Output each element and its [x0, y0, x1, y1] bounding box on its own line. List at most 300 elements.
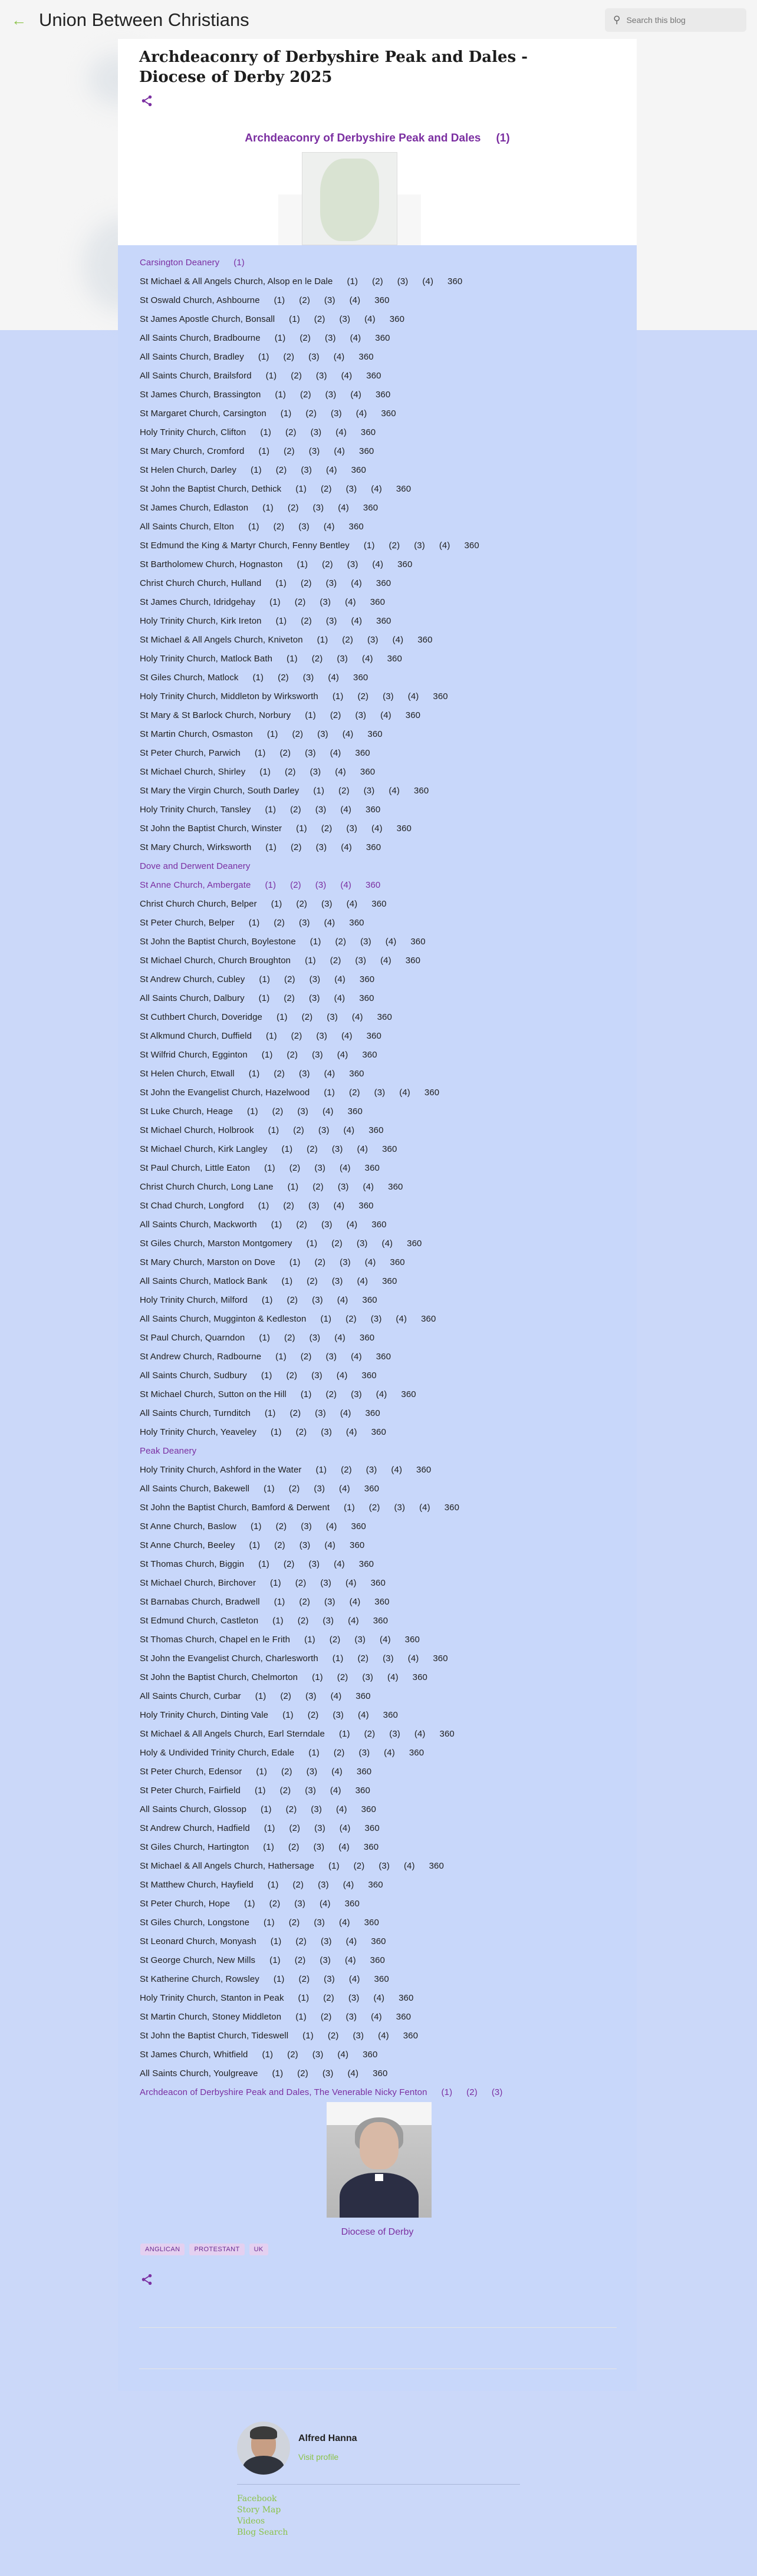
photo-link[interactable]: (3): [340, 1257, 351, 1267]
view-360-link[interactable]: 360: [388, 1182, 403, 1192]
photo-link[interactable]: (1): [265, 805, 277, 815]
photo-link[interactable]: (2): [279, 1786, 291, 1796]
photo-link[interactable]: (2): [301, 1012, 313, 1022]
photo-link[interactable]: (3): [297, 1106, 308, 1116]
share-icon[interactable]: [140, 2273, 153, 2286]
photo-link[interactable]: (3): [345, 2012, 357, 2022]
photo-link[interactable]: (1): [270, 1578, 281, 1588]
photo-link[interactable]: (1): [300, 1389, 312, 1399]
profile-name[interactable]: Alfred Hanna: [298, 2433, 357, 2443]
photo-link[interactable]: (3): [325, 390, 337, 400]
photo-link[interactable]: (2): [307, 1710, 319, 1720]
photo-link[interactable]: (3): [320, 597, 331, 607]
footer-link[interactable]: Blog Search: [237, 2528, 288, 2537]
photo-link[interactable]: (3): [321, 1427, 332, 1437]
photo-link[interactable]: (3): [299, 918, 310, 928]
photo-link[interactable]: (2): [341, 1465, 352, 1475]
photo-link[interactable]: (3): [302, 673, 314, 683]
photo-link[interactable]: (3): [354, 1635, 366, 1645]
photo-link[interactable]: (1): [302, 2031, 314, 2041]
photo-link[interactable]: (4): [399, 1088, 410, 1098]
photo-link[interactable]: (3): [397, 276, 409, 286]
photo-link[interactable]: (4): [339, 1823, 351, 1833]
photo-link[interactable]: (4): [387, 1672, 399, 1682]
photo-link[interactable]: (2): [274, 1540, 285, 1550]
photo-link[interactable]: (4): [396, 1314, 407, 1324]
photo-link[interactable]: (3): [383, 691, 394, 701]
view-360-link[interactable]: 360: [356, 1691, 371, 1701]
photo-link[interactable]: (2): [291, 371, 302, 381]
photo-link[interactable]: (2): [287, 2050, 298, 2060]
photo-link[interactable]: (2): [325, 1389, 337, 1399]
photo-link[interactable]: (3): [316, 1031, 327, 1041]
photo-link[interactable]: (1): [264, 1408, 276, 1418]
view-360-link[interactable]: 360: [351, 465, 366, 475]
photo-link[interactable]: (4): [347, 2068, 359, 2078]
photo-link[interactable]: (2): [301, 616, 312, 626]
photo-link[interactable]: (1): [255, 1786, 266, 1796]
photo-link[interactable]: (3): [325, 616, 337, 626]
view-360-link[interactable]: 360: [344, 1899, 360, 1909]
photo-link[interactable]: (3): [389, 1729, 400, 1739]
photo-link[interactable]: (1): [287, 654, 298, 664]
photo-link[interactable]: (3): [348, 1993, 360, 2003]
view-360-link[interactable]: 360: [368, 1880, 383, 1890]
photo-link[interactable]: (2): [335, 937, 347, 947]
photo-link[interactable]: (3): [314, 1484, 325, 1494]
view-360-link[interactable]: 360: [403, 2031, 419, 2041]
photo-link[interactable]: (4): [330, 1786, 341, 1796]
photo-link[interactable]: (1): [261, 1295, 273, 1305]
visit-profile-link[interactable]: Visit profile: [298, 2452, 339, 2462]
photo-link[interactable]: (1): [265, 842, 277, 852]
photo-link[interactable]: (1): [272, 2068, 284, 2078]
photo-link[interactable]: (4): [385, 937, 397, 947]
photo-link[interactable]: (1): [268, 1125, 279, 1135]
photo-link[interactable]: (3): [308, 1559, 320, 1569]
view-360-link[interactable]: 360: [410, 937, 426, 947]
photo-link[interactable]: (4): [364, 314, 376, 324]
photo-link[interactable]: (3): [324, 333, 336, 343]
photo-link[interactable]: (2): [331, 1238, 343, 1249]
photo-link[interactable]: (2): [297, 2068, 308, 2078]
photo-link[interactable]: (2): [283, 352, 295, 362]
view-360-link[interactable]: 360: [349, 1069, 364, 1079]
photo-link[interactable]: (4): [325, 1521, 337, 1531]
photo-link[interactable]: (2): [273, 522, 285, 532]
photo-link[interactable]: (1): [306, 1238, 318, 1249]
photo-link[interactable]: (2): [329, 1635, 341, 1645]
photo-link[interactable]: (3): [318, 1125, 330, 1135]
photo-link[interactable]: (3): [322, 1616, 334, 1626]
photo-link[interactable]: (4): [419, 1503, 430, 1513]
photo-link[interactable]: (2): [284, 767, 296, 777]
photo-link[interactable]: (1): [254, 748, 266, 758]
photo-link[interactable]: (4): [334, 1559, 345, 1569]
photo-link[interactable]: (2): [298, 1974, 310, 1984]
view-360-link[interactable]: 360: [397, 559, 413, 569]
photo-link[interactable]: (4): [333, 1201, 345, 1211]
view-360-link[interactable]: 360: [358, 1559, 374, 1569]
view-360-link[interactable]: 360: [439, 1729, 455, 1739]
footer-link[interactable]: Story Map: [237, 2505, 281, 2515]
archdeacon-photo[interactable]: [327, 2102, 432, 2218]
photo-link[interactable]: (1): [275, 578, 287, 588]
search-box[interactable]: [605, 8, 746, 32]
photo-link[interactable]: (2): [284, 974, 295, 984]
photo-link[interactable]: (3): [320, 1955, 331, 1965]
photo-link[interactable]: (1): [258, 1201, 269, 1211]
view-360-link[interactable]: 360: [407, 1238, 422, 1249]
photo-link[interactable]: (2): [290, 880, 301, 890]
photo-link[interactable]: (3): [347, 559, 358, 569]
photo-link[interactable]: (1): [332, 1653, 344, 1663]
archdeaconry-heading-link[interactable]: (1): [496, 132, 510, 144]
view-360-link[interactable]: 360: [363, 503, 378, 513]
photo-link[interactable]: (2): [327, 2031, 339, 2041]
photo-link[interactable]: (2): [300, 1352, 312, 1362]
photo-link[interactable]: (4): [338, 503, 349, 513]
photo-link[interactable]: (3): [299, 1540, 311, 1550]
photo-link[interactable]: (4): [403, 1861, 415, 1871]
photo-link[interactable]: (1): [310, 937, 321, 947]
photo-link[interactable]: (4): [346, 899, 358, 909]
blog-title[interactable]: Union Between Christians: [39, 9, 249, 30]
photo-link[interactable]: (3): [313, 1842, 325, 1852]
photo-link[interactable]: (2): [290, 805, 301, 815]
view-360-link[interactable]: 360: [355, 748, 370, 758]
photo-link[interactable]: (2): [300, 390, 311, 400]
photo-link[interactable]: (1): [312, 1672, 323, 1682]
photo-link[interactable]: (1): [320, 1314, 332, 1324]
photo-link[interactable]: (4): [439, 541, 450, 551]
photo-link[interactable]: (1): [259, 767, 271, 777]
photo-link[interactable]: (2): [312, 1182, 324, 1192]
photo-link[interactable]: (1): [259, 974, 270, 984]
view-360-link[interactable]: 360: [358, 1201, 374, 1211]
profile-avatar[interactable]: [237, 2422, 290, 2475]
photo-link[interactable]: (4): [381, 1238, 393, 1249]
photo-link[interactable]: (1): [271, 1220, 282, 1230]
photo-link[interactable]: (3): [315, 805, 327, 815]
photo-link[interactable]: (4): [337, 2050, 349, 2060]
photo-link[interactable]: (1): [305, 710, 316, 720]
photo-link[interactable]: (1): [287, 1182, 299, 1192]
photo-link[interactable]: (1): [274, 1597, 285, 1607]
photo-link[interactable]: (2): [299, 295, 310, 305]
photo-link[interactable]: (3): [345, 484, 357, 494]
photo-link[interactable]: (4): [356, 409, 367, 419]
view-360-link[interactable]: 360: [374, 1597, 390, 1607]
photo-link[interactable]: (1): [277, 1012, 288, 1022]
photo-link[interactable]: (4): [346, 1220, 358, 1230]
photo-link[interactable]: (1): [266, 729, 278, 739]
view-360-link[interactable]: 360: [359, 993, 374, 1003]
photo-link[interactable]: (1): [249, 1540, 261, 1550]
photo-link[interactable]: (3): [305, 748, 316, 758]
photo-link[interactable]: (4): [358, 1710, 369, 1720]
photo-link[interactable]: (1): [313, 786, 325, 796]
photo-link[interactable]: (2): [321, 823, 333, 834]
photo-link[interactable]: (4): [322, 1106, 334, 1116]
photo-link[interactable]: (2): [320, 2012, 332, 2022]
church-name[interactable]: Archdeacon of Derbyshire Peak and Dales, The Venerable Nicky Fenton: [140, 2087, 427, 2097]
view-360-link[interactable]: 360: [363, 2050, 378, 2060]
photo-link[interactable]: (2): [289, 1408, 301, 1418]
photo-link[interactable]: (4): [334, 1333, 345, 1343]
photo-link[interactable]: (3): [301, 465, 312, 475]
photo-link[interactable]: (4): [392, 635, 404, 645]
photo-link[interactable]: (2): [364, 1729, 376, 1739]
photo-link[interactable]: (4): [335, 1804, 347, 1814]
photo-link[interactable]: (3): [305, 1691, 317, 1701]
photo-link[interactable]: (1): [261, 1804, 272, 1814]
photo-link[interactable]: (2): [389, 541, 400, 551]
view-360-link[interactable]: 360: [365, 1408, 380, 1418]
photo-link[interactable]: (2): [290, 842, 302, 852]
photo-link[interactable]: (1): [258, 352, 269, 362]
photo-link[interactable]: (4): [325, 465, 337, 475]
view-360-link[interactable]: 360: [375, 333, 390, 343]
photo-link[interactable]: (4): [351, 1012, 363, 1022]
photo-link[interactable]: (4): [341, 842, 352, 852]
photo-link[interactable]: (1): [441, 2087, 453, 2097]
view-360-link[interactable]: 360: [371, 899, 387, 909]
view-360-link[interactable]: 360: [401, 1389, 416, 1399]
view-360-link[interactable]: 360: [351, 1521, 366, 1531]
photo-link[interactable]: (4): [361, 654, 373, 664]
photo-link[interactable]: (3): [301, 1521, 312, 1531]
photo-link[interactable]: (1): [265, 880, 277, 890]
view-360-link[interactable]: 360: [358, 352, 374, 362]
photo-link[interactable]: (1): [275, 1352, 287, 1362]
photo-link[interactable]: (1): [261, 1371, 272, 1381]
photo-link[interactable]: (4): [335, 427, 347, 437]
view-360-link[interactable]: 360: [424, 1088, 440, 1098]
view-360-link[interactable]: 360: [355, 1786, 370, 1796]
photo-link[interactable]: (1): [255, 1691, 266, 1701]
photo-link[interactable]: (1): [308, 1748, 320, 1758]
photo-link[interactable]: (3): [370, 1314, 382, 1324]
photo-link[interactable]: (3): [353, 2031, 364, 2041]
photo-link[interactable]: (1): [275, 390, 287, 400]
view-360-link[interactable]: 360: [350, 1540, 365, 1550]
photo-link[interactable]: (1): [295, 484, 307, 494]
view-360-link[interactable]: 360: [444, 1503, 460, 1513]
photo-link[interactable]: (3): [311, 1804, 322, 1814]
photo-link[interactable]: (4): [336, 1371, 348, 1381]
photo-link[interactable]: (2): [323, 1993, 334, 2003]
photo-link[interactable]: (4): [349, 1597, 361, 1607]
view-360-link[interactable]: 360: [387, 654, 402, 664]
photo-link[interactable]: (2): [333, 1748, 345, 1758]
view-360-link[interactable]: 360: [362, 1295, 377, 1305]
photo-link[interactable]: (1): [271, 899, 282, 909]
view-360-link[interactable]: 360: [370, 1955, 385, 1965]
label-chip[interactable]: UK: [249, 2244, 268, 2255]
photo-link[interactable]: (2): [296, 899, 307, 909]
photo-link[interactable]: (3): [383, 1653, 394, 1663]
view-360-link[interactable]: 360: [413, 786, 429, 796]
view-360-link[interactable]: 360: [405, 956, 421, 966]
photo-link[interactable]: (2): [342, 635, 353, 645]
photo-link[interactable]: (1): [251, 465, 262, 475]
footer-link[interactable]: Facebook: [237, 2494, 277, 2503]
photo-link[interactable]: (1): [298, 1993, 310, 2003]
view-360-link[interactable]: 360: [433, 1653, 448, 1663]
photo-link[interactable]: (3): [331, 409, 342, 419]
view-360-link[interactable]: 360: [404, 1635, 420, 1645]
photo-link[interactable]: (4): [351, 578, 362, 588]
photo-link[interactable]: (3): [360, 937, 371, 947]
photo-link[interactable]: (4): [340, 880, 352, 890]
photo-link[interactable]: (4): [341, 1031, 353, 1041]
photo-link[interactable]: (1): [269, 597, 281, 607]
photo-link[interactable]: (3): [314, 1163, 325, 1173]
photo-link[interactable]: (2): [348, 1088, 360, 1098]
view-360-link[interactable]: 360: [364, 1163, 380, 1173]
photo-link[interactable]: (1): [338, 1729, 350, 1739]
photo-link[interactable]: (3): [312, 1050, 323, 1060]
photo-link[interactable]: (3): [491, 2087, 503, 2097]
photo-link[interactable]: (1): [304, 1635, 315, 1645]
photo-link[interactable]: (2): [284, 446, 295, 456]
photo-link[interactable]: (3): [312, 1295, 323, 1305]
photo-link[interactable]: (3): [321, 899, 333, 909]
photo-link[interactable]: (2): [289, 1823, 301, 1833]
photo-link[interactable]: (4): [345, 1936, 357, 1946]
photo-link[interactable]: (4): [372, 559, 384, 569]
photo-link[interactable]: (2): [307, 1276, 318, 1286]
photo-link[interactable]: (1): [270, 1936, 282, 1946]
photo-link[interactable]: (4): [341, 371, 353, 381]
photo-link[interactable]: (2): [295, 1578, 307, 1588]
search-icon[interactable]: ⚲: [613, 14, 621, 25]
view-360-link[interactable]: 360: [359, 974, 375, 984]
photo-link[interactable]: (1): [248, 1069, 260, 1079]
photo-link[interactable]: (1): [248, 522, 259, 532]
view-360-link[interactable]: 360: [370, 1578, 386, 1588]
view-360-link[interactable]: 360: [359, 1333, 375, 1343]
photo-link[interactable]: (4): [422, 276, 434, 286]
photo-link[interactable]: (2): [274, 1069, 285, 1079]
photo-link[interactable]: (4): [345, 1427, 357, 1437]
photo-link[interactable]: (4): [345, 1578, 357, 1588]
photo-link[interactable]: (4): [407, 1653, 419, 1663]
photo-link[interactable]: (2): [275, 465, 287, 475]
photo-link[interactable]: (2): [311, 654, 323, 664]
view-360-link[interactable]: 360: [389, 314, 405, 324]
photo-link[interactable]: (3): [337, 654, 348, 664]
photo-link[interactable]: (1): [258, 1559, 269, 1569]
photo-link[interactable]: (1): [296, 823, 307, 834]
photo-link[interactable]: (2): [285, 1804, 297, 1814]
photo-link[interactable]: (4): [389, 786, 400, 796]
photo-link[interactable]: (4): [371, 2012, 382, 2022]
photo-link[interactable]: (2): [320, 484, 332, 494]
photo-link[interactable]: (2): [338, 786, 350, 796]
view-360-link[interactable]: 360: [371, 1427, 386, 1437]
photo-link[interactable]: (2): [296, 1220, 307, 1230]
photo-link[interactable]: (3): [309, 1333, 321, 1343]
photo-link[interactable]: (2): [292, 1880, 304, 1890]
view-360-link[interactable]: 360: [370, 597, 386, 607]
photo-link[interactable]: (4): [337, 1295, 348, 1305]
photo-link[interactable]: (4): [339, 1484, 350, 1494]
photo-link[interactable]: (4): [319, 1899, 331, 1909]
photo-link[interactable]: (4): [363, 1182, 374, 1192]
view-360-link[interactable]: 360: [396, 484, 412, 494]
photo-link[interactable]: (4): [348, 1974, 360, 1984]
photo-link[interactable]: (4): [324, 1069, 335, 1079]
view-360-link[interactable]: 360: [368, 1125, 384, 1135]
view-360-link[interactable]: 360: [396, 2012, 412, 2022]
photo-link[interactable]: (1): [252, 673, 264, 683]
photo-link[interactable]: (1): [289, 1257, 301, 1267]
photo-link[interactable]: (3): [310, 427, 322, 437]
photo-link[interactable]: (4): [349, 295, 361, 305]
photo-link[interactable]: (3): [333, 1710, 344, 1720]
photo-link[interactable]: (1): [363, 541, 375, 551]
photo-link[interactable]: (3): [320, 1578, 331, 1588]
view-360-link[interactable]: 360: [412, 1672, 427, 1682]
view-360-link[interactable]: 360: [364, 1918, 379, 1928]
photo-link[interactable]: (2): [337, 1672, 348, 1682]
photo-link[interactable]: (3): [298, 522, 310, 532]
photo-link[interactable]: (3): [308, 446, 320, 456]
photo-link[interactable]: (1): [289, 314, 300, 324]
view-360-link[interactable]: 360: [356, 1767, 372, 1777]
view-360-link[interactable]: 360: [421, 1314, 436, 1324]
photo-link[interactable]: (4): [357, 1276, 368, 1286]
photo-link[interactable]: (2): [287, 1050, 298, 1060]
diocese-link[interactable]: Diocese of Derby: [341, 2227, 414, 2237]
photo-link[interactable]: (4): [380, 956, 391, 966]
archdeaconry-heading-text[interactable]: Archdeaconry of Derbyshire Peak and Dales: [245, 132, 481, 144]
photo-link[interactable]: (4): [414, 1729, 426, 1739]
view-360-link[interactable]: 360: [374, 295, 390, 305]
view-360-link[interactable]: 360: [390, 1257, 405, 1267]
photo-link[interactable]: (2): [330, 710, 341, 720]
church-name[interactable]: St Anne Church, Ambergate: [140, 880, 251, 890]
photo-link[interactable]: (4): [348, 1616, 359, 1626]
view-360-link[interactable]: 360: [409, 1748, 424, 1758]
photo-link[interactable]: (4): [345, 597, 356, 607]
photo-link[interactable]: (3): [312, 503, 324, 513]
photo-link[interactable]: (4): [328, 673, 340, 683]
photo-link[interactable]: (3): [294, 1899, 305, 1909]
photo-link[interactable]: (1): [260, 427, 271, 437]
photo-link[interactable]: (3): [298, 1069, 310, 1079]
photo-link[interactable]: (4): [342, 729, 354, 739]
photo-link[interactable]: (2): [292, 729, 304, 739]
photo-link[interactable]: (3): [322, 2068, 334, 2078]
view-360-link[interactable]: 360: [373, 1616, 389, 1626]
photo-link[interactable]: (4): [330, 748, 341, 758]
photo-link[interactable]: (3): [318, 1880, 329, 1890]
photo-link[interactable]: (3): [394, 1503, 406, 1513]
photo-link[interactable]: (2): [305, 409, 317, 419]
photo-link[interactable]: (2): [294, 597, 306, 607]
share-icon[interactable]: [140, 94, 153, 107]
view-360-link[interactable]: 360: [349, 918, 364, 928]
label-chip[interactable]: ANGLICAN: [140, 2244, 185, 2255]
photo-link[interactable]: (3): [310, 767, 321, 777]
photo-link[interactable]: (4): [350, 390, 361, 400]
view-360-link[interactable]: 360: [371, 1220, 387, 1230]
photo-link[interactable]: (2): [275, 1521, 287, 1531]
view-360-link[interactable]: 360: [364, 1484, 380, 1494]
